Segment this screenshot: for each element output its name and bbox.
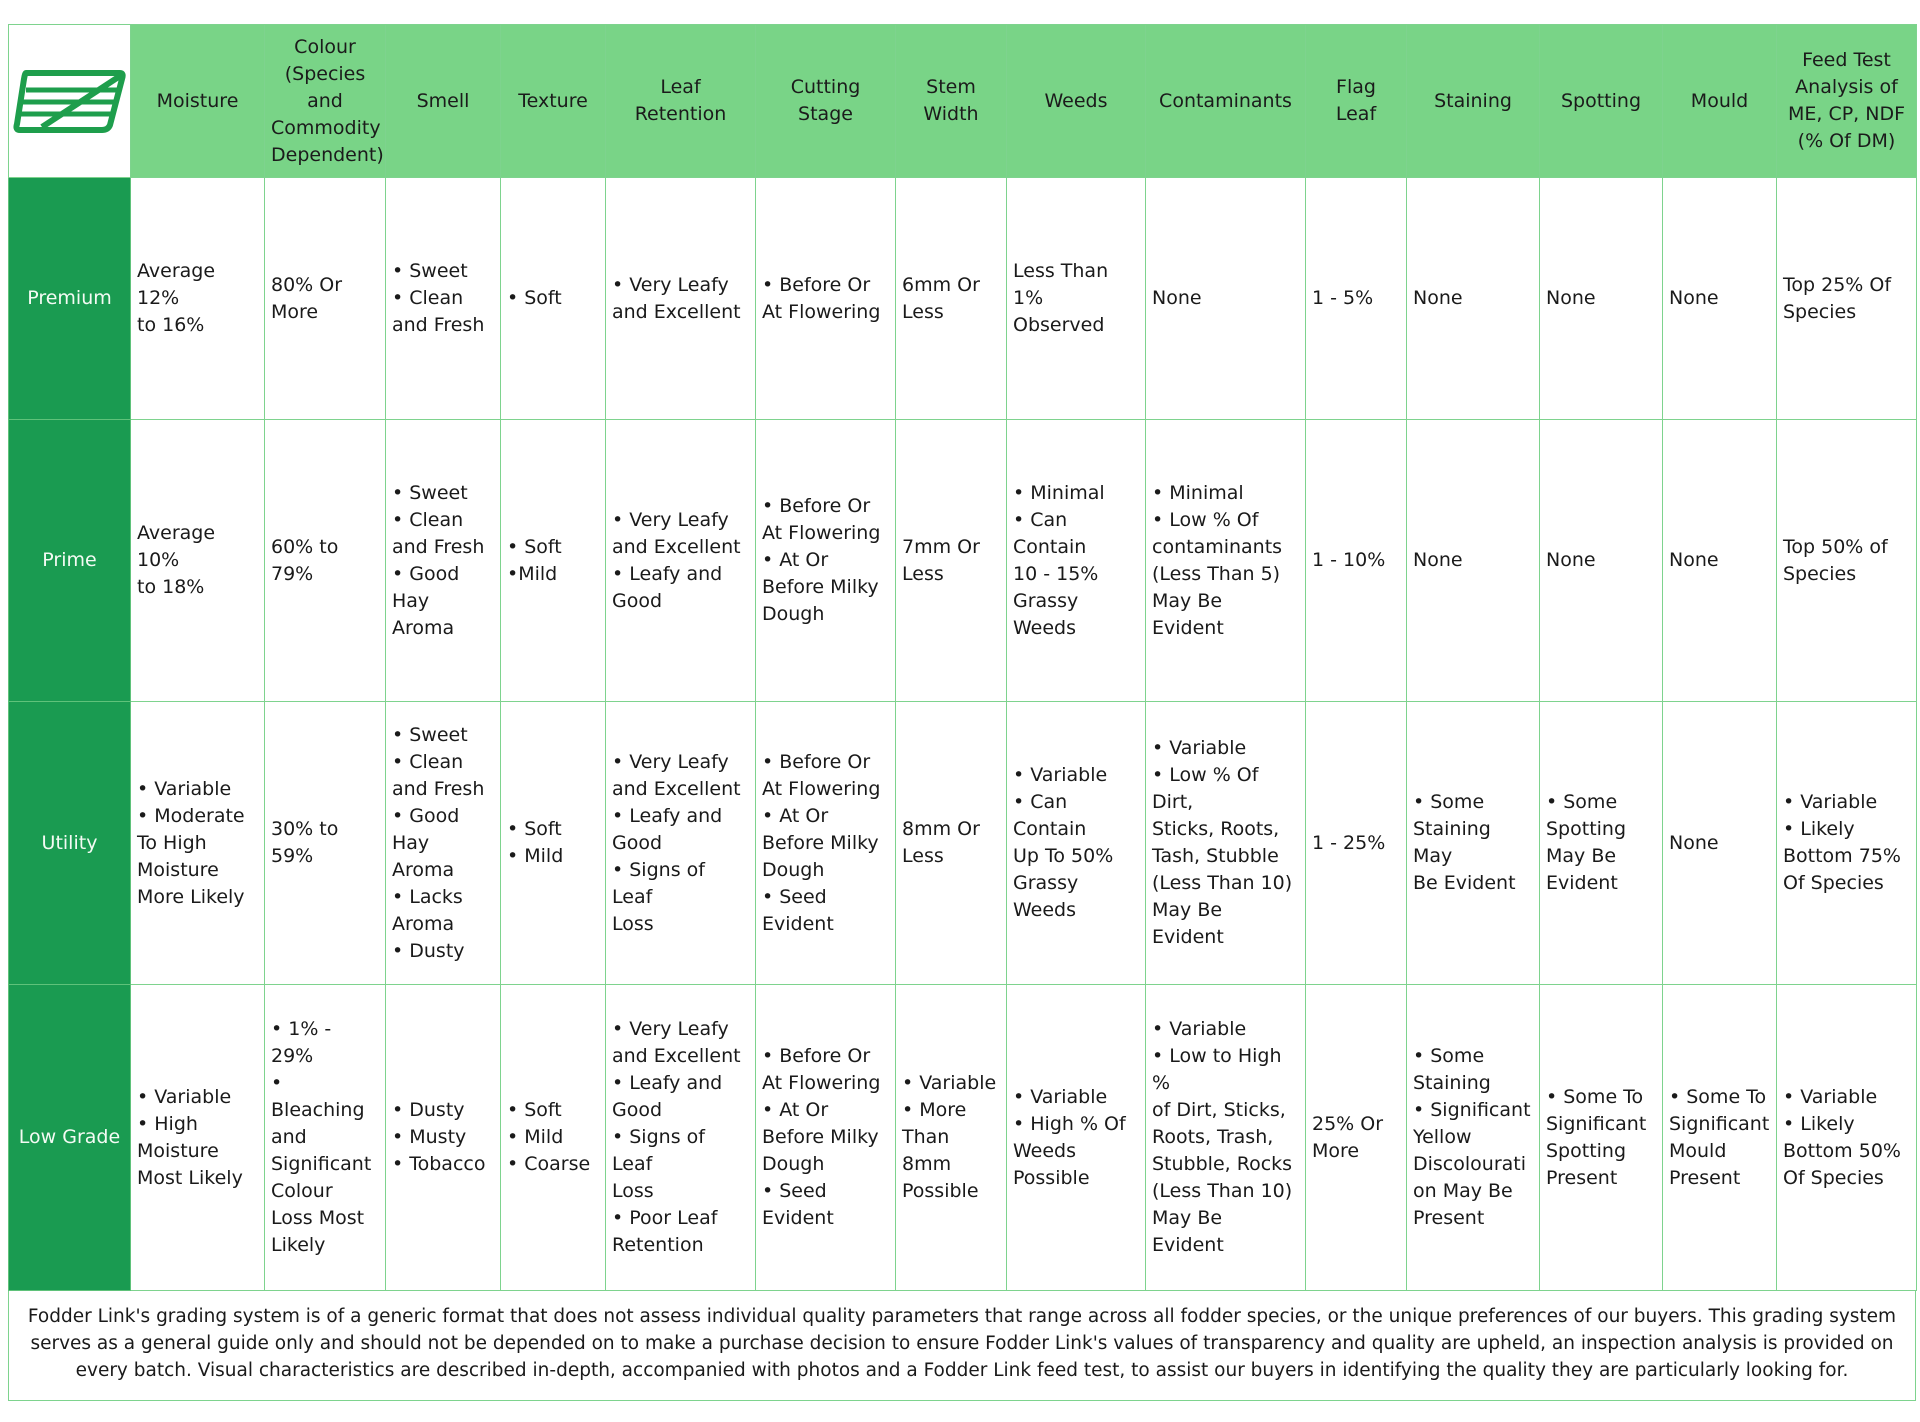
table-cell: • Variable • Can Contain Up To 50% Grassy Weeds [1007, 702, 1146, 985]
table-cell: • Some To Significant Mould Present [1663, 985, 1777, 1291]
table-cell: • 1% - 29% • Bleaching and Significant Colour Loss Most Likely [265, 985, 386, 1291]
table-cell: 60% to 79% [265, 420, 386, 702]
table-cell: • Before Or At Flowering • At Or Before Milky Dough • Seed Evident [756, 985, 896, 1291]
table-cell: 25% Or More [1306, 985, 1407, 1291]
table-cell: • Before Or At Flowering • At Or Before Milky Dough • Seed Evident [756, 702, 896, 985]
table-cell: Average 10% to 18% [131, 420, 265, 702]
column-header-texture: Texture [501, 25, 606, 178]
table-cell: • Before Or At Flowering • At Or Before Milky Dough [756, 420, 896, 702]
table-cell: • Variable • Low % Of Dirt, Sticks, Roots, Tash, Stubble (Less Than 10) May Be Evident [1146, 702, 1306, 985]
column-header-colour: Colour (Species and Commodity Dependent) [265, 25, 386, 178]
table-cell: None [1663, 420, 1777, 702]
logo-cell [9, 25, 131, 178]
grade-label: Prime [9, 420, 131, 702]
grade-label: Low Grade [9, 985, 131, 1291]
table-cell: • Variable • Low to High % of Dirt, Sticks, Roots, Trash, Stubble, Rocks (Less Than 10) May Be Evident [1146, 985, 1306, 1291]
column-header-flag-leaf: Flag Leaf [1306, 25, 1407, 178]
table-cell: None [1407, 420, 1540, 702]
table-cell: • Some To Significant Spotting Present [1540, 985, 1663, 1291]
table-cell: • Variable • High Moisture Most Likely [131, 985, 265, 1291]
table-cell: • Soft • Mild [501, 702, 606, 985]
table-cell: • Dusty • Musty • Tobacco [386, 985, 501, 1291]
table-cell: 80% Or More [265, 178, 386, 420]
table-cell: • Sweet • Clean and Fresh • Good Hay Aroma [386, 420, 501, 702]
column-header-weeds: Weeds [1007, 25, 1146, 178]
column-header-contaminants: Contaminants [1146, 25, 1306, 178]
grade-label: Utility [9, 702, 131, 985]
column-header-spotting: Spotting [1540, 25, 1663, 178]
table-cell: • Some Staining • Significant Yellow Discolourati on May Be Present [1407, 985, 1540, 1291]
table-cell: • Variable • Likely Bottom 50% Of Species [1777, 985, 1917, 1291]
table-row-low-grade [9, 985, 1917, 1291]
column-header-mould: Mould [1663, 25, 1777, 178]
table-cell: None [1540, 178, 1663, 420]
table-cell: None [1663, 702, 1777, 985]
table-cell: • Soft • Mild • Coarse [501, 985, 606, 1291]
grading-table [8, 24, 1917, 1291]
table-cell: None [1663, 178, 1777, 420]
table-cell: • Minimal • Low % Of contaminants (Less Than 5) May Be Evident [1146, 420, 1306, 702]
column-header-cutting-stage: Cutting Stage [756, 25, 896, 178]
table-cell: None [1540, 420, 1663, 702]
table-cell: • Very Leafy and Excellent • Leafy and Good • Signs of Leaf Loss [606, 702, 756, 985]
table-cell: • Variable • Likely Bottom 75% Of Species [1777, 702, 1917, 985]
table-cell: • Minimal • Can Contain 10 - 15% Grassy Weeds [1007, 420, 1146, 702]
table-cell: • Some Staining May Be Evident [1407, 702, 1540, 985]
table-cell: • Very Leafy and Excellent • Leafy and Good • Signs of Leaf Loss • Poor Leaf Retention [606, 985, 756, 1291]
table-cell: • Very Leafy and Excellent • Leafy and Good [606, 420, 756, 702]
table-row-premium [9, 178, 1917, 420]
fodder-link-logo-icon [12, 67, 128, 135]
table-cell: 1 - 25% [1306, 702, 1407, 985]
table-row-prime [9, 420, 1917, 702]
header-row [9, 25, 1917, 178]
table-cell: 1 - 10% [1306, 420, 1407, 702]
table-row-utility [9, 702, 1917, 985]
disclaimer-footer: Fodder Link's grading system is of a generic format that does not assess individual quality parameters that range across all fodder species, or the unique preferences of our buyers. This grading system serves as a general guide only and should not be depended on to make a purchase decision to ensure Fodder Link's values of transparency and quality are upheld, an inspection analysis is provided on every batch. Visual characteristics are described in-depth, accompanied with photos and a Fodder Link feed test, to assist our buyers in identifying the quality they are particularly looking for. [8, 1291, 1916, 1401]
table-cell: 30% to 59% [265, 702, 386, 985]
table-cell: None [1407, 178, 1540, 420]
table-cell: • Variable • More Than 8mm Possible [896, 985, 1007, 1291]
grade-label: Premium [9, 178, 131, 420]
table-cell: Top 50% of Species [1777, 420, 1917, 702]
table-cell: Top 25% Of Species [1777, 178, 1917, 420]
grading-table-frame [8, 24, 1916, 1401]
table-cell: • Soft [501, 178, 606, 420]
table-cell: 1 - 5% [1306, 178, 1407, 420]
table-cell: 7mm Or Less [896, 420, 1007, 702]
column-header-feed-test: Feed Test Analysis of ME, CP, NDF (% Of DM) [1777, 25, 1917, 178]
table-cell: • Sweet • Clean and Fresh • Good Hay Aroma • Lacks Aroma • Dusty [386, 702, 501, 985]
table-cell: • Soft •Mild [501, 420, 606, 702]
column-header-moisture: Moisture [131, 25, 265, 178]
table-cell: • Some Spotting May Be Evident [1540, 702, 1663, 985]
table-cell: None [1146, 178, 1306, 420]
column-header-smell: Smell [386, 25, 501, 178]
table-cell: • Sweet • Clean and Fresh [386, 178, 501, 420]
table-cell: • Very Leafy and Excellent [606, 178, 756, 420]
table-cell: Less Than 1% Observed [1007, 178, 1146, 420]
table-cell: Average 12% to 16% [131, 178, 265, 420]
column-header-staining: Staining [1407, 25, 1540, 178]
table-cell: 6mm Or Less [896, 178, 1007, 420]
table-cell: • Variable • Moderate To High Moisture More Likely [131, 702, 265, 985]
table-cell: • Before Or At Flowering [756, 178, 896, 420]
table-cell: 8mm Or Less [896, 702, 1007, 985]
column-header-stem-width: Stem Width [896, 25, 1007, 178]
column-header-leaf-retention: Leaf Retention [606, 25, 756, 178]
table-cell: • Variable • High % Of Weeds Possible [1007, 985, 1146, 1291]
